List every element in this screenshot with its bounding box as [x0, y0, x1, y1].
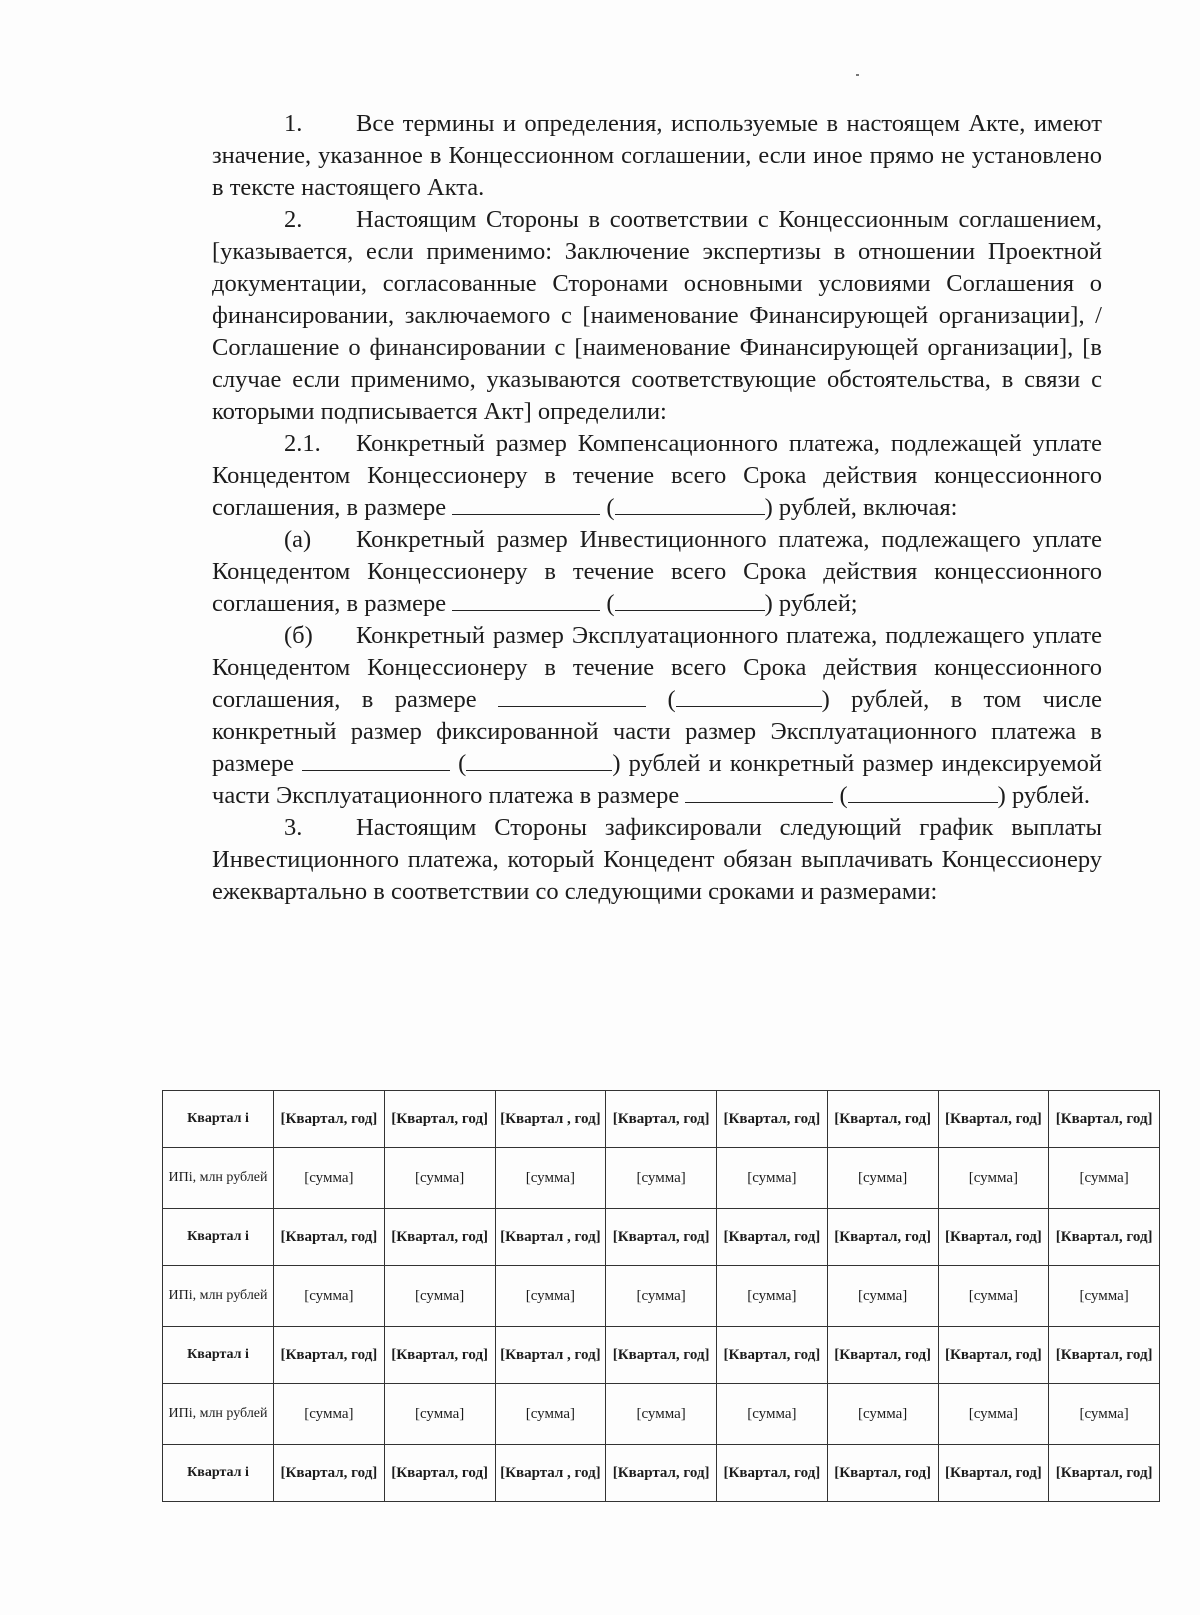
sum-cell: [сумма] [606, 1266, 717, 1327]
quarter-row-header: Квартал i [163, 1327, 274, 1384]
amount-blank [498, 684, 646, 707]
fixed-part-words-blank [466, 748, 612, 771]
paragraph-1-number: 1. [284, 110, 303, 137]
payment-schedule-body [163, 1091, 1160, 1502]
paragraph-a: (а) Конкретный размер Инвестиционного платежа, подлежащего уплате Концедентом Концессионеру в течение всего Срока действия концессионного соглашения, в размере ( ) рублей; [212, 526, 1102, 617]
quarter-cell: [Квартал , год] [495, 1445, 606, 1502]
quarter-cell: [Квартал, год] [274, 1327, 385, 1384]
quarter-cell: [Квартал, год] [606, 1091, 717, 1148]
amount-words-blank [615, 492, 765, 515]
quarter-cell: [Квартал, год] [938, 1091, 1049, 1148]
quarter-cell: [Квартал, год] [384, 1445, 495, 1502]
sum-cell: [сумма] [606, 1384, 717, 1445]
sum-cell: [сумма] [384, 1266, 495, 1327]
sum-cell: [сумма] [274, 1266, 385, 1327]
quarter-row-header: Квартал i [163, 1091, 274, 1148]
fixed-part-blank [302, 748, 450, 771]
quarter-cell: [Квартал, год] [717, 1209, 828, 1266]
quarter-cell: [Квартал, год] [938, 1209, 1049, 1266]
quarter-cell: [Квартал, год] [827, 1209, 938, 1266]
quarter-cell: [Квартал, год] [384, 1091, 495, 1148]
sum-cell: [сумма] [938, 1266, 1049, 1327]
quarter-cell: [Квартал, год] [1049, 1091, 1160, 1148]
sum-cell: [сумма] [827, 1384, 938, 1445]
paragraph-a-number: (а) [284, 526, 312, 553]
amount-blank [452, 588, 600, 611]
sum-cell: [сумма] [1049, 1384, 1160, 1445]
quarter-cell: [Квартал, год] [274, 1209, 385, 1266]
scan-speck [856, 74, 859, 76]
quarter-cell: [Квартал, год] [717, 1327, 828, 1384]
document-body [212, 108, 1102, 908]
paragraph-3: 3. Настоящим Стороны зафиксировали следующий график выплаты Инвестиционного платежа, который Концедент обязан выплачивать Концессионеру ежеквартально в соответствии со следующими сроками и размерами: [212, 814, 1102, 905]
quarter-row [163, 1327, 1160, 1384]
paragraph-2: 2. Настоящим Стороны в соответствии с Концессионным соглашением, [указывается, если применимо: Заключение экспертизы в отношении Проектной документации, согласованные Сторонами основными условиями Соглашения о финансировании, заключаемого с [наименование Финансирующей организации], / Соглашение о финансировании с [наименование Финансирующей организации], [в случае если применимо, указываются соответствующие обстоятельства, в связи с которыми подписывается Акт] определили: [212, 206, 1102, 425]
quarter-cell: [Квартал, год] [717, 1091, 828, 1148]
quarter-cell: [Квартал, год] [274, 1091, 385, 1148]
quarter-cell: [Квартал, год] [827, 1327, 938, 1384]
amount-blank [452, 492, 600, 515]
amount-words-blank [676, 684, 822, 707]
quarter-cell: [Квартал , год] [495, 1209, 606, 1266]
quarter-cell: [Квартал, год] [606, 1209, 717, 1266]
quarter-row-header: Квартал i [163, 1445, 274, 1502]
quarter-cell: [Квартал, год] [717, 1445, 828, 1502]
quarter-cell: [Квартал, год] [1049, 1327, 1160, 1384]
sum-cell: [сумма] [938, 1384, 1049, 1445]
sum-cell: [сумма] [938, 1148, 1049, 1209]
sum-row-header: ИПi, млн рублей [163, 1148, 274, 1209]
sum-cell: [сумма] [606, 1148, 717, 1209]
sum-cell: [сумма] [274, 1384, 385, 1445]
quarter-cell: [Квартал, год] [938, 1445, 1049, 1502]
sum-cell: [сумма] [1049, 1148, 1160, 1209]
payment-schedule-table [162, 1090, 1160, 1502]
quarter-cell: [Квартал, год] [827, 1091, 938, 1148]
sum-cell: [сумма] [717, 1384, 828, 1445]
amount-words-blank [615, 588, 765, 611]
sum-row [163, 1266, 1160, 1327]
sum-row-header: ИПi, млн рублей [163, 1266, 274, 1327]
quarter-row [163, 1209, 1160, 1266]
indexed-part-blank [685, 780, 833, 803]
sum-cell: [сумма] [495, 1266, 606, 1327]
paragraph-2-number: 2. [284, 206, 303, 233]
quarter-row [163, 1091, 1160, 1148]
paragraph-b-number: (б) [284, 622, 313, 649]
paragraph-2-1-number: 2.1. [284, 430, 321, 457]
sum-cell: [сумма] [495, 1148, 606, 1209]
quarter-row [163, 1445, 1160, 1502]
sum-cell: [сумма] [384, 1148, 495, 1209]
quarter-cell: [Квартал, год] [274, 1445, 385, 1502]
indexed-part-words-blank [848, 780, 998, 803]
quarter-cell: [Квартал, год] [384, 1327, 495, 1384]
quarter-cell: [Квартал , год] [495, 1091, 606, 1148]
paragraph-2-1: 2.1. Конкретный размер Компенсационного платежа, подлежащей уплате Концедентом Концессионеру в течение всего Срока действия концессионного соглашения, в размере ( ) рублей, включая: [212, 430, 1102, 521]
quarter-cell: [Квартал, год] [938, 1327, 1049, 1384]
sum-cell: [сумма] [1049, 1266, 1160, 1327]
quarter-cell: [Квартал , год] [495, 1327, 606, 1384]
sum-cell: [сумма] [274, 1148, 385, 1209]
quarter-cell: [Квартал, год] [606, 1327, 717, 1384]
sum-row [163, 1148, 1160, 1209]
sum-cell: [сумма] [717, 1148, 828, 1209]
sum-row-header: ИПi, млн рублей [163, 1384, 274, 1445]
sum-cell: [сумма] [495, 1384, 606, 1445]
paragraph-b: (б) Конкретный размер Эксплуатационного платежа, подлежащего уплате Концедентом Концессионеру в течение всего Срока действия концессионного соглашения, в размере ( ) рублей, в том числе конкретный размер фиксированной части размер Эксплуатационного платежа в размере ( ) рублей и конкретный размер индексируемой части Эксплуатационного платежа в размере ( ) рублей. [212, 622, 1102, 809]
paragraph-1: 1. Все термины и определения, используемые в настоящем Акте, имеют значение, указанное в Концессионном соглашении, если иное прямо не установлено в тексте настоящего Акта. [212, 110, 1102, 201]
quarter-cell: [Квартал, год] [606, 1445, 717, 1502]
sum-cell: [сумма] [827, 1266, 938, 1327]
sum-cell: [сумма] [827, 1148, 938, 1209]
quarter-cell: [Квартал, год] [1049, 1209, 1160, 1266]
sum-row [163, 1384, 1160, 1445]
sum-cell: [сумма] [384, 1384, 495, 1445]
quarter-cell: [Квартал, год] [384, 1209, 495, 1266]
quarter-cell: [Квартал, год] [1049, 1445, 1160, 1502]
quarter-row-header: Квартал i [163, 1209, 274, 1266]
sum-cell: [сумма] [717, 1266, 828, 1327]
quarter-cell: [Квартал, год] [827, 1445, 938, 1502]
paragraph-3-number: 3. [284, 814, 303, 841]
